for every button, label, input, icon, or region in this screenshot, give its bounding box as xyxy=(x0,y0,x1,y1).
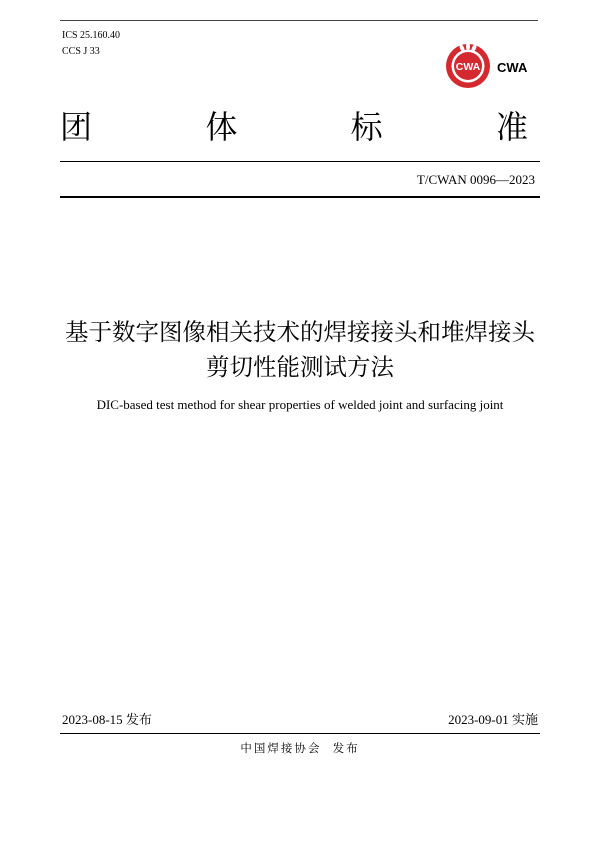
standard-number-rule xyxy=(60,196,540,198)
standard-type-heading xyxy=(60,108,528,146)
ics-code: ICS 25.160.40 xyxy=(62,30,121,41)
title-chinese-line-2: 剪切性能测试方法 xyxy=(206,353,394,381)
logo-lettering: CWA xyxy=(455,61,481,73)
org-abbreviation: CWA xyxy=(497,60,528,75)
standard-type-char: 标 xyxy=(350,108,383,146)
header-rule xyxy=(60,161,540,162)
ccs-code: CCS J 33 xyxy=(62,46,100,57)
standard-type-char: 体 xyxy=(205,108,238,146)
publish-date: 2023-08-15 发布 xyxy=(62,712,152,727)
standard-type-char: 准 xyxy=(495,108,528,146)
standard-type-char: 团 xyxy=(60,108,93,146)
title-chinese-line-1: 基于数字图像相关技术的焊接接头和堆焊接头 xyxy=(65,318,535,346)
cwa-logo-icon xyxy=(444,40,492,90)
implement-date: 2023-09-01 实施 xyxy=(448,712,538,727)
publisher: 中国焊接协会 发布 xyxy=(240,741,360,755)
standard-number: T/CWAN 0096—2023 xyxy=(416,172,535,187)
top-rule xyxy=(60,20,538,21)
title-english: DIC-based test method for shear properties of welded joint and surfacing joint xyxy=(96,397,504,412)
dates-rule xyxy=(60,733,540,734)
